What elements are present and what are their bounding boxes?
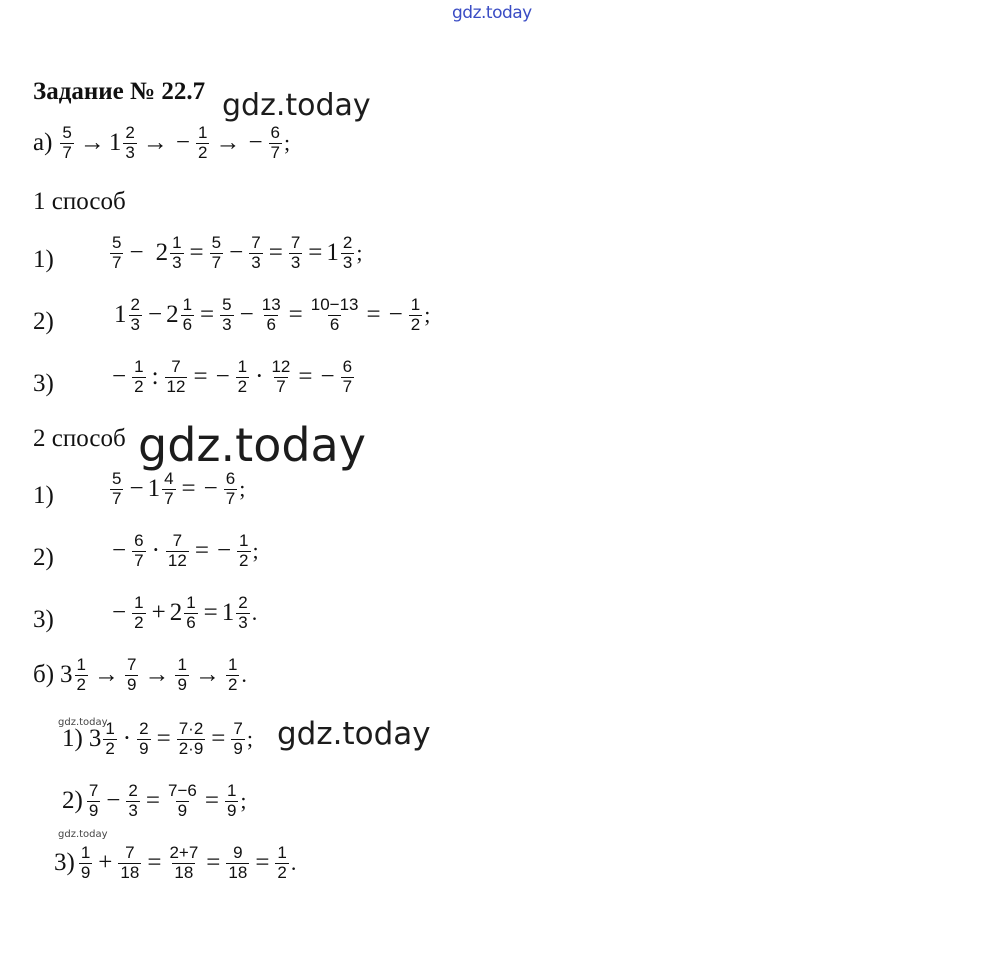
method1-heading: 1 способ xyxy=(33,188,126,215)
watermark: gdz.today xyxy=(277,716,431,752)
step-label: 2) xyxy=(33,544,54,571)
method2-step3: − $\frac{1}{2}$ + 2 $\frac{1}{6}$ = 1 $\frac{2}{3}$ . xyxy=(112,593,258,632)
step-label: 1) xyxy=(33,246,54,273)
method2-step1: $\frac{5}{7}$ − 1 $\frac{4}{7}$ = − $\frac{6}{7}$ ; xyxy=(112,469,246,508)
step-label: 3) xyxy=(54,849,75,877)
step-label: 3) xyxy=(33,606,54,633)
step-label: 1) xyxy=(33,482,54,509)
step-label: 2) xyxy=(62,787,83,815)
watermark-top: gdz.today xyxy=(452,3,532,23)
part-b-sequence: б) 3 $\frac{1}{2}$ → $\frac{7}{9}$ → $\frac{1}{9}$ → $\frac{1}{2}$ . xyxy=(33,655,247,694)
method1-step2: 1 $\frac{2}{3}$ − 2 $\frac{1}{6}$ = $\frac{5}{3}$ − $\frac{13}{6}$ = $\frac{10-13}{6}$ = − $\frac{1}{2}$ ; xyxy=(114,295,431,334)
part-a-label: а) xyxy=(33,129,53,157)
step-label: 3) xyxy=(33,370,54,397)
watermark-small: gdz.today xyxy=(58,829,108,840)
method1-step3: − $\frac{1}{2}$ : $\frac{7}{12}$ = − $\frac{1}{2}$ · $\frac{12}{7}$ = − $\frac{6}{7}$ xyxy=(112,357,353,396)
part-b-label: б) xyxy=(33,661,55,689)
step-label: 2) xyxy=(33,308,54,335)
method2-heading: 2 способ xyxy=(33,425,126,452)
step-label: 1) xyxy=(62,725,83,753)
task-title: Задание № 22.7 xyxy=(33,78,206,105)
method1-step1: $\frac{5}{7}$ − 2 $\frac{1}{3}$ = $\frac{5}{7}$ − $\frac{7}{3}$ = $\frac{7}{3}$ = 1 $\frac{2}{3}$ ; xyxy=(112,233,363,272)
part-a-sequence: а) $\frac{5}{7}$ → 1 $\frac{2}{3}$ → − $\frac{1}{2}$ → − $\frac{6}{7}$ ; xyxy=(33,123,291,162)
part-b-step3: 3) $\frac{1}{9}$ + $\frac{7}{18}$ = $\frac{2+7}{18}$ = $\frac{9}{18}$ = $\frac{1}{2}$ . xyxy=(54,843,297,882)
watermark: gdz.today xyxy=(222,88,371,123)
method2-step2: − $\frac{6}{7}$ · $\frac{7}{12}$ = − $\frac{1}{2}$ ; xyxy=(112,531,259,570)
part-b-step1: 1) 3 $\frac{1}{2}$ · $\frac{2}{9}$ = $\frac{7\cdot 2}{2\cdot 9}$ = $\frac{7}{9}$ ; xyxy=(62,719,253,758)
watermark-small: gdz.today xyxy=(58,717,108,728)
part-b-step2: 2) $\frac{7}{9}$ − $\frac{2}{3}$ = $\frac{7-6}{9}$ = $\frac{1}{9}$ ; xyxy=(62,781,247,820)
watermark: gdz.today xyxy=(138,418,366,472)
